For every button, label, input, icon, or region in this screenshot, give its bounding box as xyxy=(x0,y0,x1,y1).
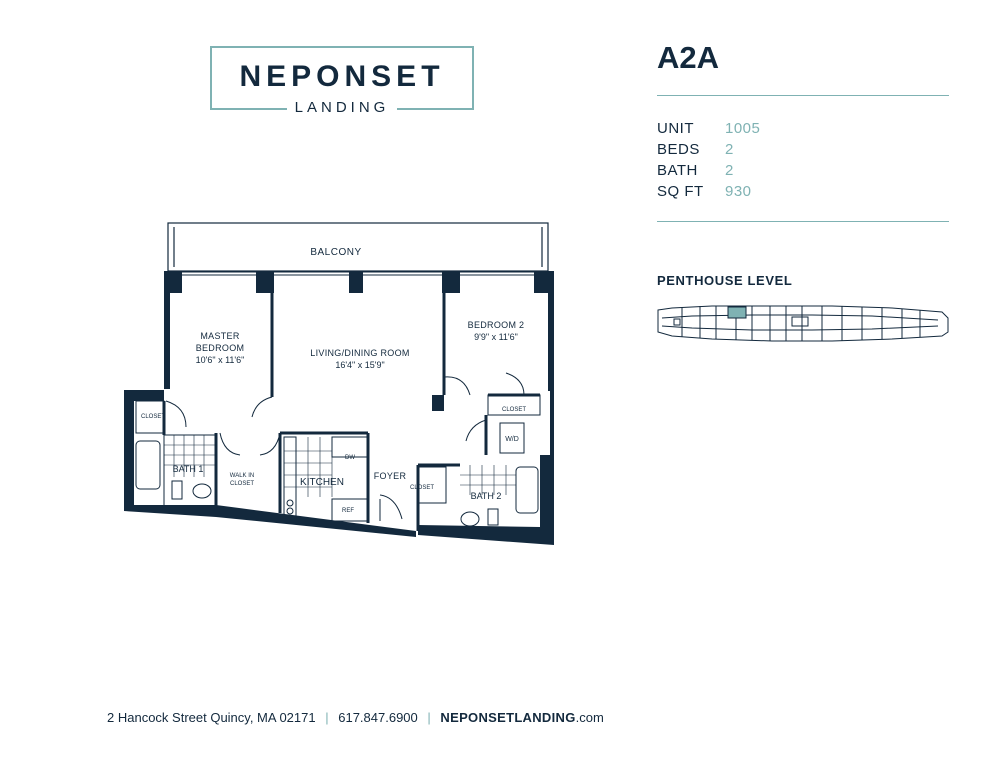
master-bedroom-label-2: BEDROOM xyxy=(195,343,245,353)
master-bedroom-label: MASTER xyxy=(200,331,240,341)
footer-website[interactable] xyxy=(440,710,603,725)
logo xyxy=(210,46,474,116)
divider-bottom xyxy=(657,221,949,222)
spec-row-bath xyxy=(657,160,760,181)
keyplan-diagram xyxy=(652,296,952,346)
walkin-closet-label: WALK IN xyxy=(229,473,255,479)
bath1-label: BATH 1 xyxy=(172,464,204,474)
footer-website-name: NEPONSETLANDING xyxy=(440,710,576,725)
bedroom2-label: BEDROOM 2 xyxy=(467,320,525,330)
closet-label: CLOSET xyxy=(409,485,435,491)
spec-row-unit xyxy=(657,118,760,139)
spec-value: 1005 xyxy=(725,120,761,137)
footer-phone: 617.847.6900 xyxy=(338,710,418,725)
spec-value: 2 xyxy=(725,162,734,179)
footer-separator: | xyxy=(427,710,431,725)
washer-dryer-label: W/D xyxy=(505,436,519,443)
footer xyxy=(107,710,604,725)
foyer-label: FOYER xyxy=(373,471,407,481)
kitchen-label: KITCHEN xyxy=(300,477,344,488)
walkin-closet-label-2: CLOSET xyxy=(229,481,255,487)
living-room-dims: 16'4" x 15'9" xyxy=(335,360,385,370)
master-bedroom-dims: 10'6" x 11'6" xyxy=(195,355,245,365)
dishwasher-label: DW xyxy=(345,455,355,461)
bedroom2-dims: 9'9" x 11'6" xyxy=(474,332,518,342)
logo-name: NEPONSET xyxy=(239,60,445,93)
logo-subtitle: LANDING xyxy=(287,99,397,116)
closet-label: CLOSET xyxy=(501,407,527,413)
spec-label: BATH xyxy=(657,162,698,179)
spec-list xyxy=(657,118,760,202)
spec-value: 930 xyxy=(725,183,752,200)
unit-highlight xyxy=(728,307,746,318)
spec-label: SQ FT xyxy=(657,183,704,200)
spec-row-sqft xyxy=(657,181,760,202)
footer-address: 2 Hancock Street Quincy, MA 02171 xyxy=(107,710,316,725)
living-room-label: LIVING/DINING ROOM xyxy=(310,348,410,358)
spec-label: BEDS xyxy=(657,141,700,158)
fridge-label: REF xyxy=(342,508,354,514)
footer-website-suffix: .com xyxy=(575,710,604,725)
spec-value: 2 xyxy=(725,141,734,158)
floor-plan xyxy=(120,215,560,550)
balcony-label: BALCONY xyxy=(310,247,362,258)
footer-separator: | xyxy=(325,710,329,725)
divider-top xyxy=(657,95,949,96)
spec-row-beds xyxy=(657,139,760,160)
unit-title: A2A xyxy=(657,40,720,75)
spec-label: UNIT xyxy=(657,120,694,137)
closet-label: CLOSET xyxy=(140,414,166,420)
bath2-label: BATH 2 xyxy=(470,491,502,501)
level-label: PENTHOUSE LEVEL xyxy=(657,273,793,288)
